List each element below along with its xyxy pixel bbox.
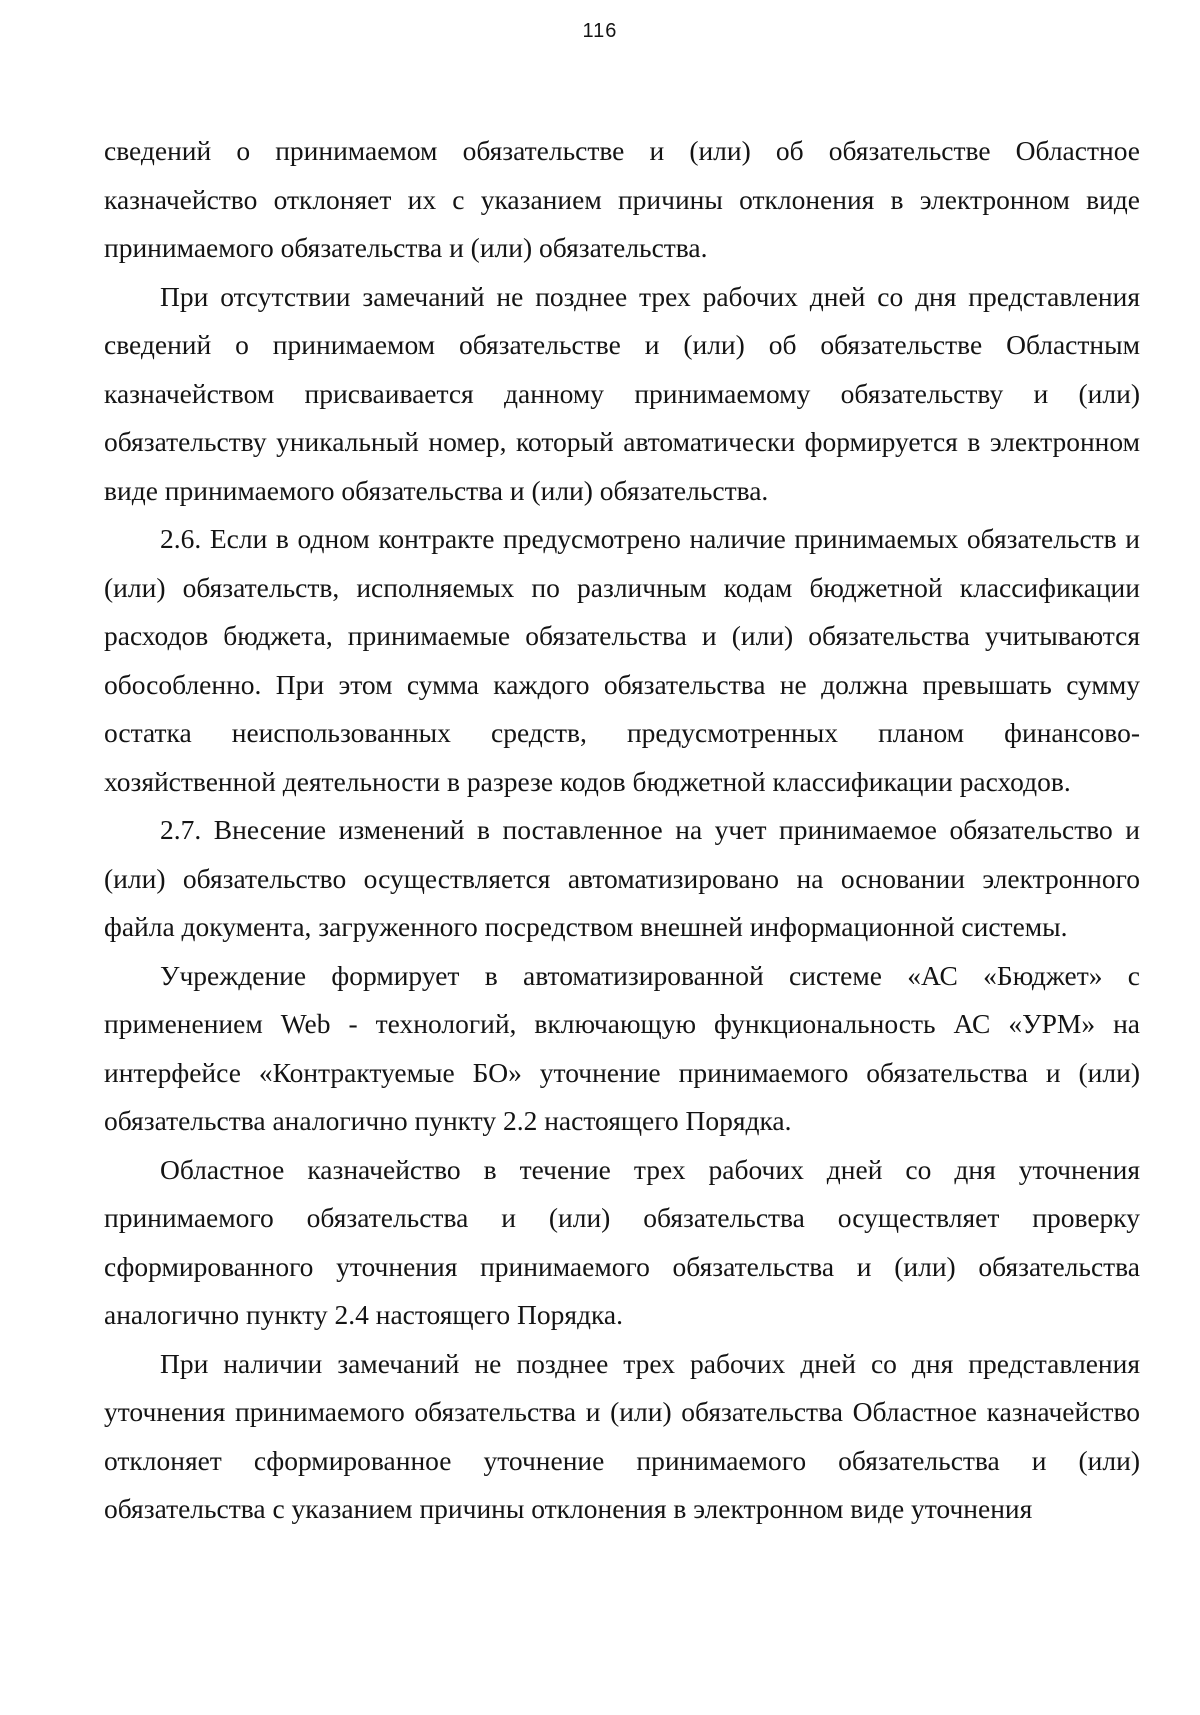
paragraph-7: При наличии замечаний не позднее трех рабочих дней со дня представления уточнения принимаемого обязательства и (или) обязательства Областное казначейство отклоняет сформированное уточнение принимаемого обязательства и (или) обязательства с указанием причины отклонения в электронном виде уточнения: [104, 1347, 1140, 1524]
paragraph-2: При отсутствии замечаний не позднее трех рабочих дней со дня представления сведений о принимаемом обязательстве и (или) об обязательстве Областным казначейством присваивается данному принимаемому обязательству и (или) обязательству уникальный номер, который автоматически формируется в электронном виде принимаемого обязательства и (или) обязательства.: [104, 280, 1140, 506]
document-body: [104, 127, 1140, 1534]
paragraph-5: Учреждение формирует в автоматизированной системе «АС «Бюджет» с применением Web - технологий, включающую функциональность АС «УРМ» на интерфейсе «Контрактуемые БО» уточнение принимаемого обязательства и (или) обязательства аналогично пункту 2.2 настоящего Порядка.: [104, 959, 1140, 1136]
paragraph-1: сведений о принимаемом обязательстве и (или) об обязательстве Областное казначейство отклоняет их с указанием причины отклонения в электронном виде принимаемого обязательства и (или) обязательства.: [104, 135, 1140, 263]
paragraph-3: 2.6. Если в одном контракте предусмотрено наличие принимаемых обязательств и (или) обязательств, исполняемых по различным кодам бюджетной классификации расходов бюджета, принимаемые обязательства и (или) обязательства учитываются обособленно. При этом сумма каждого обязательства не должна превышать сумму остатка неиспользованных средств, предусмотренных планом финансово-хозяйственной деятельности в разрезе кодов бюджетной классификации расходов.: [104, 523, 1140, 797]
paragraph-4: 2.7. Внесение изменений в поставленное на учет принимаемое обязательство и (или) обязательство осуществляется автоматизировано на основании электронного файла документа, загруженного посредством внешней информационной системы.: [104, 814, 1140, 942]
paragraph-6: Областное казначейство в течение трех рабочих дней со дня уточнения принимаемого обязательства и (или) обязательства осуществляет проверку сформированного уточнения принимаемого обязательства и (или) обязательства аналогично пункту 2.4 настоящего Порядка.: [104, 1153, 1140, 1330]
page-number: 116: [582, 20, 618, 42]
